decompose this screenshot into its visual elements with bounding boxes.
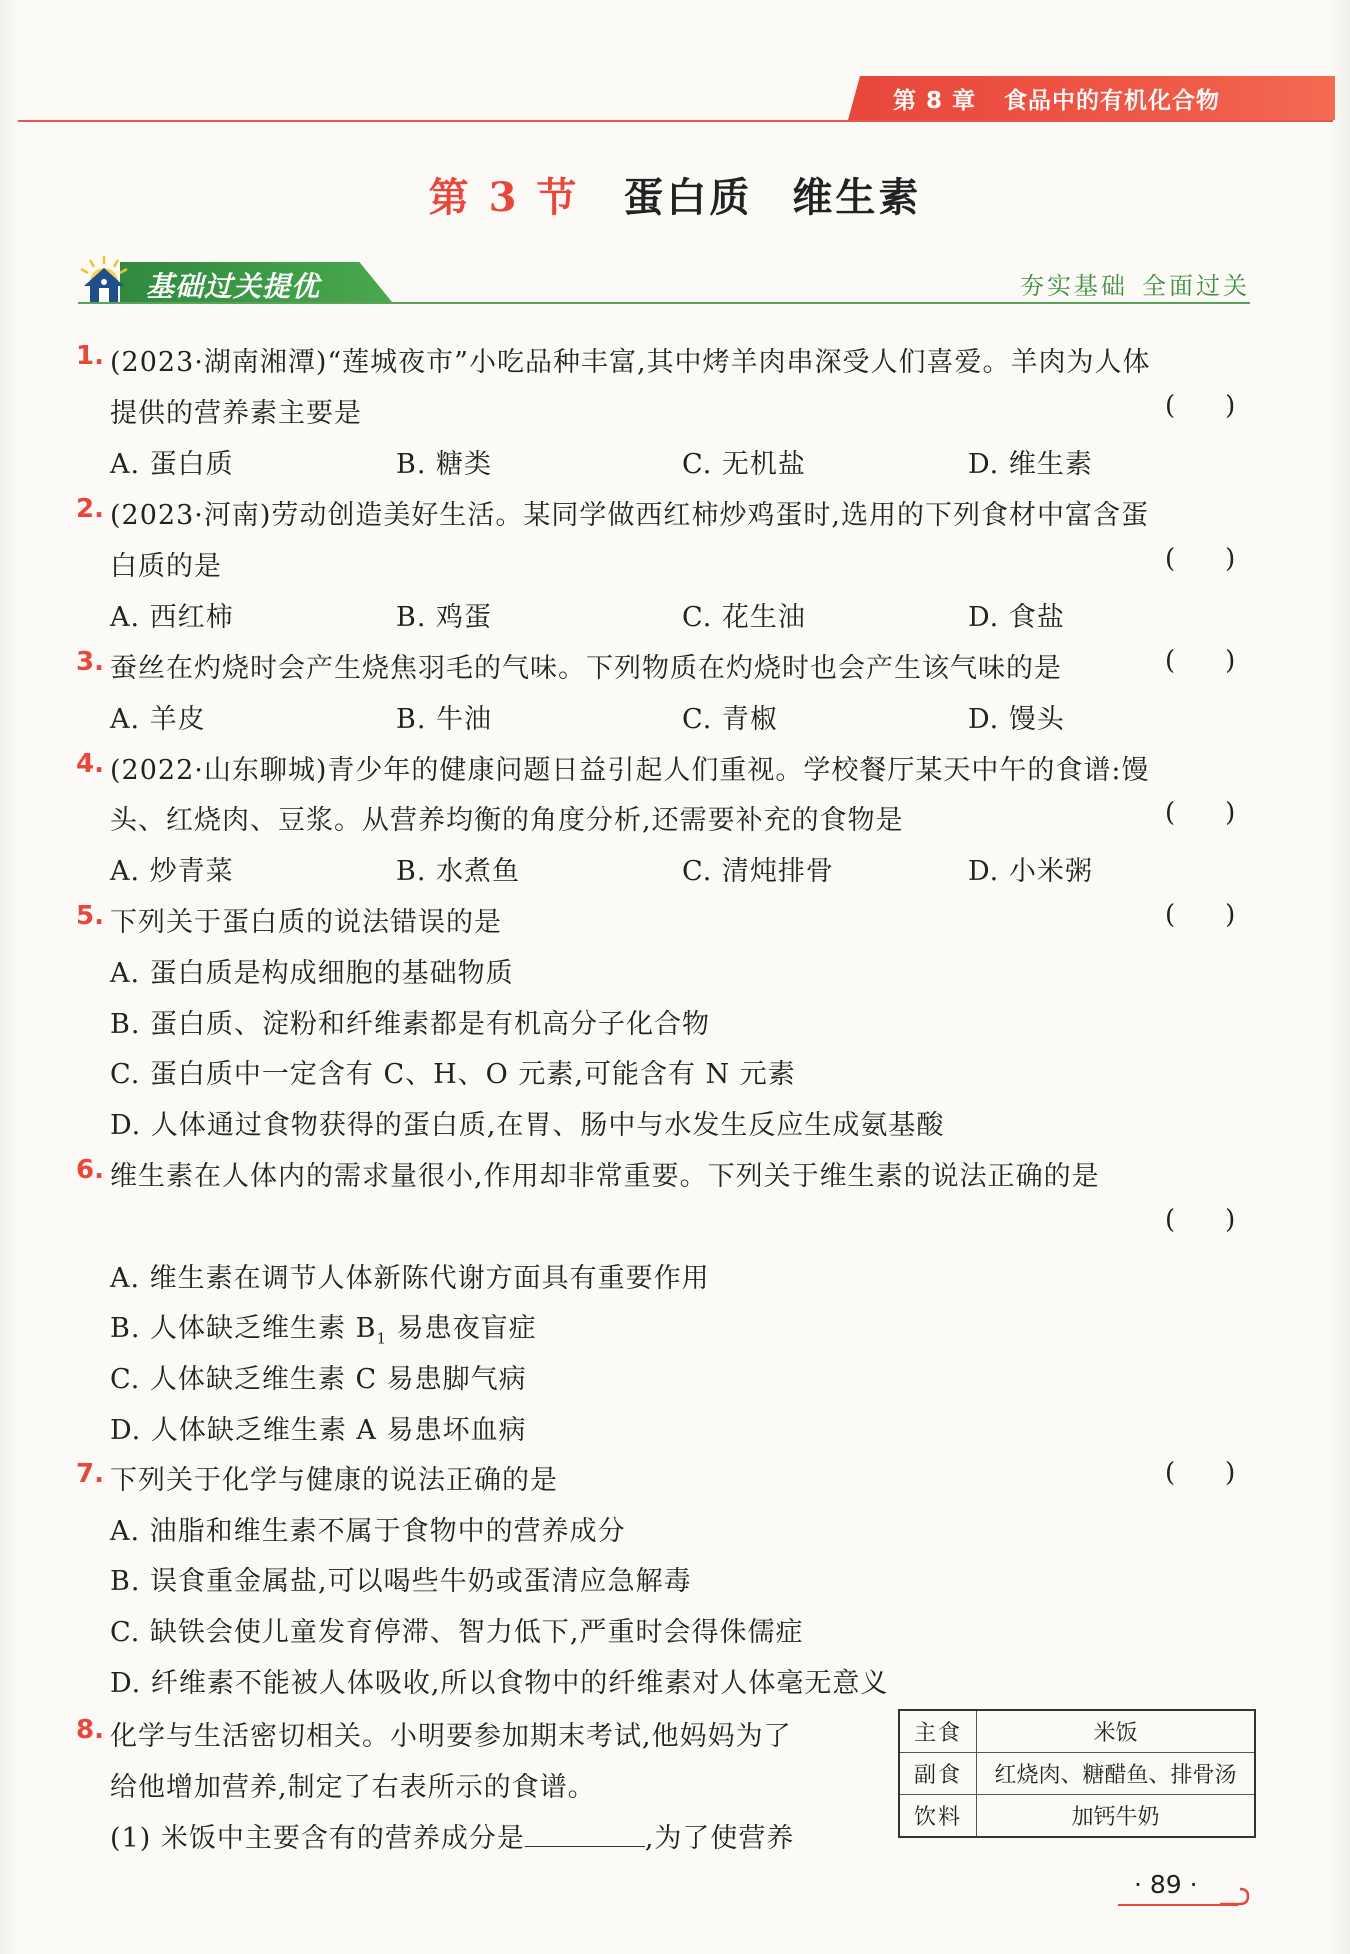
option: A. 蛋白质 <box>110 449 234 480</box>
banner-label: 基础过关提优 <box>146 270 321 303</box>
answer-bracket: ( ) <box>1165 900 1236 930</box>
option: B. 误食重金属盐,可以喝些牛奶或蛋清应急解毒 <box>110 1566 692 1597</box>
option: D. 维生素 <box>968 449 1093 480</box>
question-text: 下列关于蛋白质的说法错误的是 <box>110 907 502 938</box>
option: B. 糖类 <box>396 449 493 480</box>
option: B. 鸡蛋 <box>396 602 493 633</box>
question-text: (2023·湖南湘潭)“莲城夜市”小吃品种丰富,其中烤羊肉串深受人们喜爱。羊肉为人体 <box>110 347 1151 378</box>
option: A. 维生素在调节人体新陈代谢方面具有重要作用 <box>110 1263 710 1294</box>
question-number: 1. <box>76 341 104 371</box>
page-number: · 89 · <box>1134 1870 1198 1899</box>
question-number: 2. <box>76 494 104 524</box>
option: D. 人体通过食物获得的蛋白质,在胃、肠中与水发生反应生成氨基酸 <box>110 1110 945 1141</box>
option: B. 人体缺乏维生素 $B_1$ 易患夜盲症 <box>110 1313 537 1348</box>
option: D. 食盐 <box>968 602 1065 633</box>
question-text: 下列关于化学与健康的说法正确的是 <box>110 1465 558 1496</box>
question-text: 给他增加营养,制定了右表所示的食谱。 <box>110 1772 596 1803</box>
question-text: (2022·山东聊城)青少年的健康问题日益引起人们重视。学校餐厅某天中午的食谱:馒 <box>110 755 1150 786</box>
option: C. 青椒 <box>682 704 778 735</box>
question-text: 白质的是 <box>110 551 222 582</box>
page-arrow-icon <box>1218 1884 1250 1906</box>
question-text: (2023·河南)劳动创造美好生活。某同学做西红柿炒鸡蛋时,选用的下列食材中富含蛋 <box>110 500 1149 531</box>
question-text: 提供的营养素主要是 <box>110 398 362 429</box>
option: C. 人体缺乏维生素 C 易患脚气病 <box>110 1364 527 1395</box>
question-number: 7. <box>76 1459 104 1489</box>
answer-bracket: ( ) <box>1165 1458 1236 1488</box>
question-text: 维生素在人体内的需求量很小,作用却非常重要。下列关于维生素的说法正确的是 <box>110 1161 1100 1192</box>
option: A. 炒青菜 <box>110 856 234 887</box>
house-icon <box>76 254 132 306</box>
option: C. 缺铁会使儿童发育停滞、智力低下,严重时会得侏儒症 <box>110 1617 804 1648</box>
option: D. 人体缺乏维生素 A 易患坏血病 <box>110 1415 527 1446</box>
answer-bracket: ( ) <box>1165 1205 1236 1235</box>
question-text: (1) 米饭中主要含有的营养成分是 ,为了使营养 <box>110 1823 795 1854</box>
question-number: 5. <box>76 901 104 931</box>
answer-bracket: ( ) <box>1165 798 1236 828</box>
option: D. 纤维素不能被人体吸收,所以食物中的纤维素对人体毫无意义 <box>110 1668 889 1699</box>
section-number: 第 3 节 <box>428 174 580 221</box>
option: A. 油脂和维生素不属于食物中的营养成分 <box>110 1516 626 1547</box>
table-cell: 米饭 <box>977 1710 1256 1753</box>
question-number: 4. <box>76 749 104 779</box>
answer-bracket: ( ) <box>1165 544 1236 574</box>
table-cell: 加钙牛奶 <box>977 1795 1256 1838</box>
option: B. 蛋白质、淀粉和纤维素都是有机高分子化合物 <box>110 1009 711 1040</box>
answer-blank[interactable] <box>525 1822 645 1847</box>
table-cell: 红烧肉、糖醋鱼、排骨汤 <box>977 1753 1256 1795</box>
table-row <box>899 1710 1255 1753</box>
banner-slogan: 夯实基础 全面过关 <box>1020 272 1250 300</box>
chapter-header: 第 8 章 食品中的有机化合物 <box>893 88 1221 114</box>
table-row <box>899 1753 1255 1795</box>
table-cell: 主食 <box>899 1710 977 1753</box>
option: B. 牛油 <box>396 704 493 735</box>
option: D. 馒头 <box>968 704 1065 735</box>
option: C. 清炖排骨 <box>682 856 834 887</box>
menu-table <box>898 1709 1256 1838</box>
section-title: 第 3 节 蛋白质 维生素 <box>428 174 922 221</box>
option: A. 羊皮 <box>110 704 206 735</box>
question-text: 化学与生活密切相关。小明要参加期末考试,他妈妈为了 <box>110 1721 792 1752</box>
header-rule <box>18 120 1333 122</box>
answer-bracket: ( ) <box>1165 646 1236 676</box>
table-row <box>899 1795 1255 1838</box>
question-number: 6. <box>76 1155 104 1185</box>
table-cell: 副食 <box>899 1753 977 1795</box>
option: C. 花生油 <box>682 602 806 633</box>
question-text: 头、红烧肉、豆浆。从营养均衡的角度分析,还需要补充的食物是 <box>110 805 904 836</box>
option: C. 无机盐 <box>682 449 806 480</box>
question-number: 3. <box>76 647 104 677</box>
option: D. 小米粥 <box>968 856 1093 887</box>
question-text: 蚕丝在灼烧时会产生烧焦羽毛的气味。下列物质在灼烧时也会产生该气味的是 <box>110 653 1062 684</box>
option: B. 水煮鱼 <box>396 856 521 887</box>
table-cell: 饮料 <box>899 1795 977 1838</box>
option: C. 蛋白质中一定含有 C、H、O 元素,可能含有 N 元素 <box>110 1059 796 1090</box>
option: A. 蛋白质是构成细胞的基础物质 <box>110 958 514 989</box>
answer-bracket: ( ) <box>1165 391 1236 421</box>
option: A. 西红柿 <box>110 602 234 633</box>
question-number: 8. <box>76 1715 104 1745</box>
